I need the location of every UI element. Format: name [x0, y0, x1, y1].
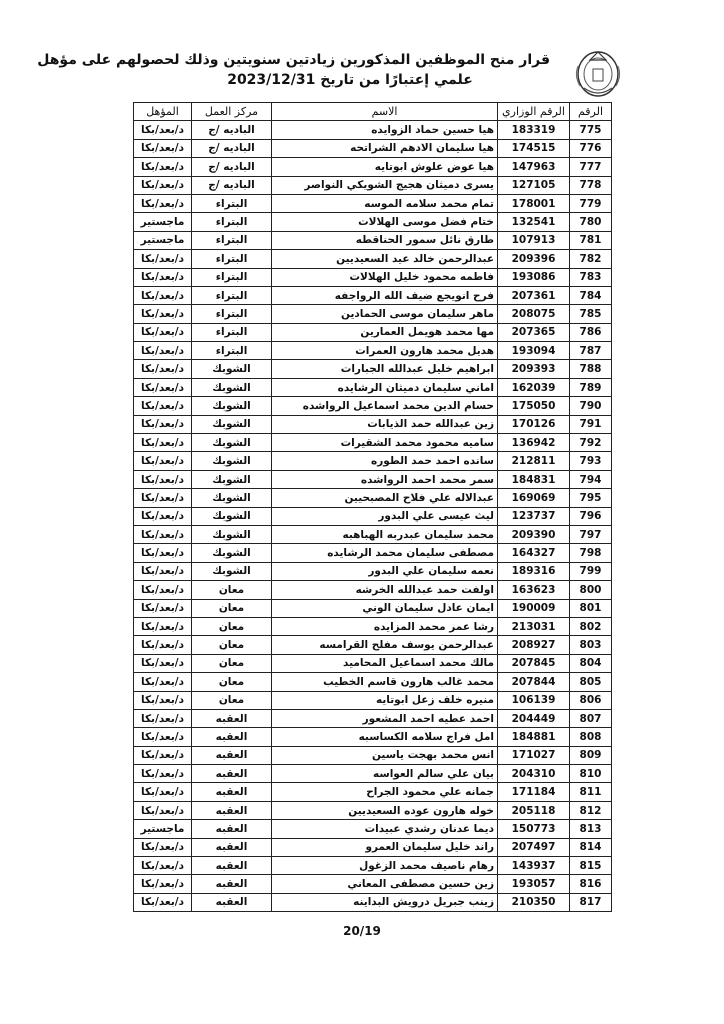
- row-number: 789: [570, 378, 612, 396]
- qualification: د/بعد/بكا: [134, 323, 192, 341]
- qualification: د/بعد/بكا: [134, 360, 192, 378]
- row-number: 817: [570, 893, 612, 911]
- table-row: [134, 709, 612, 727]
- table-row: [134, 746, 612, 764]
- row-number: 783: [570, 268, 612, 286]
- decision-effective-date: علمي إعتبارًا من تاريخ 2023/12/31: [227, 72, 473, 88]
- work-center: الشوبك: [192, 470, 272, 488]
- work-center: الشوبك: [192, 507, 272, 525]
- ministerial-id: 193086: [498, 268, 570, 286]
- ministerial-id: 205118: [498, 801, 570, 819]
- qualification: د/بعد/بكا: [134, 415, 192, 433]
- table-row: [134, 728, 612, 746]
- employee-name: عبدالرحمن يوسف مفلح القرامسه: [272, 636, 498, 654]
- work-center: الشوبك: [192, 378, 272, 396]
- qualification: د/بعد/بكا: [134, 305, 192, 323]
- decision-title: قرار منح الموظفين المذكورين زيادتين سنويتين وذلك لحصولهم على مؤهل: [37, 52, 550, 68]
- table-row: [134, 194, 612, 212]
- work-center: العقبه: [192, 893, 272, 911]
- document-header: [37, 50, 550, 90]
- row-number: 788: [570, 360, 612, 378]
- qualification: ماجستير: [134, 820, 192, 838]
- ministerial-id: 208927: [498, 636, 570, 654]
- work-center: الباديه /ج: [192, 121, 272, 139]
- work-center: معان: [192, 691, 272, 709]
- qualification: د/بعد/بكا: [134, 452, 192, 470]
- table-row: [134, 121, 612, 139]
- ministerial-id: 150773: [498, 820, 570, 838]
- employee-name: رشا عمر محمد المزايده: [272, 617, 498, 635]
- qualification: د/بعد/بكا: [134, 250, 192, 268]
- row-number: 816: [570, 875, 612, 893]
- employee-name: هيا سليمان الادهم الشراتحه: [272, 139, 498, 157]
- ministerial-id: 171027: [498, 746, 570, 764]
- table-row: [134, 838, 612, 856]
- table-row: [134, 470, 612, 488]
- ministerial-id: 207365: [498, 323, 570, 341]
- employee-name: خوله هارون عوده السعيديين: [272, 801, 498, 819]
- table-row: [134, 636, 612, 654]
- qualification: ماجستير: [134, 231, 192, 249]
- table-row: [134, 525, 612, 543]
- qualification: د/بعد/بكا: [134, 121, 192, 139]
- work-center: العقبه: [192, 728, 272, 746]
- employee-name: نعمه سليمان علي البدور: [272, 562, 498, 580]
- work-center: البتراء: [192, 213, 272, 231]
- employee-name: فرح انويجع ضيف الله الرواجفه: [272, 286, 498, 304]
- ministerial-id: 209396: [498, 250, 570, 268]
- table-row: [134, 544, 612, 562]
- ministerial-id: 123737: [498, 507, 570, 525]
- employee-name: مالك محمد اسماعيل المحاميد: [272, 654, 498, 672]
- qualification: د/بعد/بكا: [134, 893, 192, 911]
- header-work-center: مركز العمل: [192, 103, 272, 121]
- ministerial-id: 107913: [498, 231, 570, 249]
- ministerial-id: 132541: [498, 213, 570, 231]
- ministerial-id: 127105: [498, 176, 570, 194]
- work-center: العقبه: [192, 838, 272, 856]
- employee-name: حسام الدين محمد اسماعيل الرواشده: [272, 397, 498, 415]
- row-number: 811: [570, 783, 612, 801]
- work-center: العقبه: [192, 857, 272, 875]
- qualification: د/بعد/بكا: [134, 728, 192, 746]
- table-row: [134, 397, 612, 415]
- row-number: 778: [570, 176, 612, 194]
- table-row: [134, 691, 612, 709]
- qualification: د/بعد/بكا: [134, 342, 192, 360]
- row-number: 782: [570, 250, 612, 268]
- work-center: الشوبك: [192, 415, 272, 433]
- ministerial-id: 212811: [498, 452, 570, 470]
- ministerial-id: 210350: [498, 893, 570, 911]
- row-number: 814: [570, 838, 612, 856]
- work-center: البتراء: [192, 342, 272, 360]
- row-number: 791: [570, 415, 612, 433]
- page-number: 20/19: [343, 924, 381, 938]
- work-center: معان: [192, 673, 272, 691]
- table-row: [134, 378, 612, 396]
- ministerial-id: 209390: [498, 525, 570, 543]
- row-number: 809: [570, 746, 612, 764]
- work-center: البتراء: [192, 268, 272, 286]
- table-row: [134, 139, 612, 157]
- row-number: 793: [570, 452, 612, 470]
- table-row: [134, 434, 612, 452]
- qualification: د/بعد/بكا: [134, 875, 192, 893]
- ministerial-id: 164327: [498, 544, 570, 562]
- qualification: د/بعد/بكا: [134, 636, 192, 654]
- qualification: د/بعد/بكا: [134, 765, 192, 783]
- employee-name: ساميه محمود محمد الشقيرات: [272, 434, 498, 452]
- qualification: ماجستير: [134, 213, 192, 231]
- table-row: [134, 231, 612, 249]
- qualification: د/بعد/بكا: [134, 470, 192, 488]
- ministerial-id: 207844: [498, 673, 570, 691]
- row-number: 808: [570, 728, 612, 746]
- qualification: د/بعد/بكا: [134, 838, 192, 856]
- ministerial-id: 213031: [498, 617, 570, 635]
- coat-of-arms-logo: [568, 44, 628, 100]
- table-row: [134, 857, 612, 875]
- employee-name: احمد عطيه احمد المشعور: [272, 709, 498, 727]
- header-number: الرقم: [570, 103, 612, 121]
- qualification: د/بعد/بكا: [134, 378, 192, 396]
- header-qualification: المؤهل: [134, 103, 192, 121]
- table-row: [134, 489, 612, 507]
- ministerial-id: 162039: [498, 378, 570, 396]
- ministerial-id: 175050: [498, 397, 570, 415]
- qualification: د/بعد/بكا: [134, 654, 192, 672]
- employee-name: عبدالرحمن خالد عيد السعيديين: [272, 250, 498, 268]
- jordan-coat-of-arms-icon: [568, 44, 628, 100]
- work-center: معان: [192, 654, 272, 672]
- employee-name: اماني سليمان دميثان الرشايده: [272, 378, 498, 396]
- employee-name: انس محمد بهجت ياسين: [272, 746, 498, 764]
- row-number: 796: [570, 507, 612, 525]
- work-center: الباديه /ج: [192, 158, 272, 176]
- qualification: د/بعد/بكا: [134, 489, 192, 507]
- qualification: د/بعد/بكا: [134, 194, 192, 212]
- employee-name: ابراهيم خليل عبدالله الجبارات: [272, 360, 498, 378]
- header-name: الاسم: [272, 103, 498, 121]
- work-center: الشوبك: [192, 489, 272, 507]
- employee-name: اولفت حمد عبدالله الخرشه: [272, 581, 498, 599]
- qualification: د/بعد/بكا: [134, 709, 192, 727]
- ministerial-id: 106139: [498, 691, 570, 709]
- work-center: العقبه: [192, 801, 272, 819]
- qualification: د/بعد/بكا: [134, 581, 192, 599]
- row-number: 812: [570, 801, 612, 819]
- qualification: د/بعد/بكا: [134, 268, 192, 286]
- qualification: د/بعد/بكا: [134, 176, 192, 194]
- employee-name: ماهر سليمان موسى الحمادين: [272, 305, 498, 323]
- qualification: د/بعد/بكا: [134, 286, 192, 304]
- ministerial-id: 183319: [498, 121, 570, 139]
- work-center: الشوبك: [192, 360, 272, 378]
- qualification: د/بعد/بكا: [134, 783, 192, 801]
- ministerial-id: 193057: [498, 875, 570, 893]
- table-row: [134, 305, 612, 323]
- employees-table: [133, 102, 612, 912]
- work-center: معان: [192, 581, 272, 599]
- table-row: [134, 765, 612, 783]
- ministerial-id: 147963: [498, 158, 570, 176]
- work-center: العقبه: [192, 875, 272, 893]
- employee-name: بيان علي سالم العواسه: [272, 765, 498, 783]
- ministerial-id: 209393: [498, 360, 570, 378]
- table-row: [134, 286, 612, 304]
- row-number: 801: [570, 599, 612, 617]
- qualification: د/بعد/بكا: [134, 139, 192, 157]
- table-row: [134, 820, 612, 838]
- table-row: [134, 801, 612, 819]
- work-center: البتراء: [192, 231, 272, 249]
- table-row: [134, 176, 612, 194]
- employee-name: ختام فضل موسى الهلالات: [272, 213, 498, 231]
- employee-name: ايمان عادل سليمان الوني: [272, 599, 498, 617]
- work-center: الباديه /ج: [192, 139, 272, 157]
- ministerial-id: 170126: [498, 415, 570, 433]
- table-row: [134, 673, 612, 691]
- ministerial-id: 184831: [498, 470, 570, 488]
- employee-name: يسرى دميثان هجيج الشويكي النواصر: [272, 176, 498, 194]
- employee-name: فاطمه محمود خليل الهلالات: [272, 268, 498, 286]
- work-center: البتراء: [192, 323, 272, 341]
- row-number: 784: [570, 286, 612, 304]
- table-row: [134, 875, 612, 893]
- work-center: البتراء: [192, 286, 272, 304]
- employee-name: مصطفى سليمان محمد الرشايده: [272, 544, 498, 562]
- work-center: البتراء: [192, 194, 272, 212]
- qualification: د/بعد/بكا: [134, 617, 192, 635]
- employee-name: عبدالاله علي فلاح المصبحيين: [272, 489, 498, 507]
- ministerial-id: 207845: [498, 654, 570, 672]
- employee-name: منيره خلف زعل ابوتايه: [272, 691, 498, 709]
- employee-name: سمر محمد احمد الرواشده: [272, 470, 498, 488]
- row-number: 803: [570, 636, 612, 654]
- work-center: الباديه /ج: [192, 176, 272, 194]
- table-row: [134, 581, 612, 599]
- ministerial-id: 169069: [498, 489, 570, 507]
- qualification: د/بعد/بكا: [134, 544, 192, 562]
- table-row: [134, 617, 612, 635]
- employee-name: زين حسين مصطفى المعاني: [272, 875, 498, 893]
- employee-name: زين عبدالله حمد الذيابات: [272, 415, 498, 433]
- table-row: [134, 250, 612, 268]
- row-number: 813: [570, 820, 612, 838]
- work-center: العقبه: [192, 783, 272, 801]
- table-row: [134, 415, 612, 433]
- table-row: [134, 213, 612, 231]
- work-center: الشوبك: [192, 397, 272, 415]
- work-center: الشوبك: [192, 452, 272, 470]
- table-row: [134, 654, 612, 672]
- row-number: 786: [570, 323, 612, 341]
- table-header-row: [134, 103, 612, 121]
- employee-name: هديل محمد هارون العمرات: [272, 342, 498, 360]
- employee-name: هيا عوض علوش ابوتايه: [272, 158, 498, 176]
- employee-name: راند خليل سليمان العمرو: [272, 838, 498, 856]
- row-number: 781: [570, 231, 612, 249]
- ministerial-id: 207361: [498, 286, 570, 304]
- ministerial-id: 174515: [498, 139, 570, 157]
- row-number: 802: [570, 617, 612, 635]
- ministerial-id: 207497: [498, 838, 570, 856]
- row-number: 785: [570, 305, 612, 323]
- employee-name: تمام محمد سلامه الموسه: [272, 194, 498, 212]
- row-number: 792: [570, 434, 612, 452]
- employee-name: محمد سليمان عبدربه الهباهبه: [272, 525, 498, 543]
- table-row: [134, 360, 612, 378]
- table-row: [134, 507, 612, 525]
- qualification: د/بعد/بكا: [134, 599, 192, 617]
- employee-name: زينب جبريل درويش البداينه: [272, 893, 498, 911]
- qualification: د/بعد/بكا: [134, 434, 192, 452]
- work-center: معان: [192, 599, 272, 617]
- employee-name: رهام ناصيف محمد الزغول: [272, 857, 498, 875]
- row-number: 798: [570, 544, 612, 562]
- ministerial-id: 193094: [498, 342, 570, 360]
- row-number: 775: [570, 121, 612, 139]
- work-center: البتراء: [192, 305, 272, 323]
- ministerial-id: 184881: [498, 728, 570, 746]
- ministerial-id: 190009: [498, 599, 570, 617]
- ministerial-id: 204310: [498, 765, 570, 783]
- row-number: 804: [570, 654, 612, 672]
- ministerial-id: 163623: [498, 581, 570, 599]
- table-row: [134, 342, 612, 360]
- employee-name: هيا حسين حماد الزوايده: [272, 121, 498, 139]
- table-row: [134, 783, 612, 801]
- qualification: د/بعد/بكا: [134, 691, 192, 709]
- ministerial-id: 204449: [498, 709, 570, 727]
- row-number: 797: [570, 525, 612, 543]
- ministerial-id: 136942: [498, 434, 570, 452]
- table-row: [134, 323, 612, 341]
- work-center: العقبه: [192, 746, 272, 764]
- ministerial-id: 178001: [498, 194, 570, 212]
- work-center: معان: [192, 617, 272, 635]
- qualification: د/بعد/بكا: [134, 857, 192, 875]
- ministerial-id: 189316: [498, 562, 570, 580]
- row-number: 795: [570, 489, 612, 507]
- qualification: د/بعد/بكا: [134, 397, 192, 415]
- table-row: [134, 562, 612, 580]
- work-center: العقبه: [192, 820, 272, 838]
- table-row: [134, 158, 612, 176]
- table-row: [134, 599, 612, 617]
- row-number: 815: [570, 857, 612, 875]
- table-row: [134, 893, 612, 911]
- ministerial-id: 208075: [498, 305, 570, 323]
- qualification: د/بعد/بكا: [134, 562, 192, 580]
- employee-name: ليث عيسى علي البدور: [272, 507, 498, 525]
- row-number: 780: [570, 213, 612, 231]
- employee-name: سانده احمد حمد الطوره: [272, 452, 498, 470]
- employee-name: محمد غالب هارون قاسم الخطيب: [272, 673, 498, 691]
- row-number: 805: [570, 673, 612, 691]
- table-row: [134, 452, 612, 470]
- row-number: 794: [570, 470, 612, 488]
- qualification: د/بعد/بكا: [134, 746, 192, 764]
- row-number: 807: [570, 709, 612, 727]
- work-center: الشوبك: [192, 562, 272, 580]
- qualification: د/بعد/بكا: [134, 158, 192, 176]
- table-row: [134, 268, 612, 286]
- qualification: د/بعد/بكا: [134, 525, 192, 543]
- row-number: 806: [570, 691, 612, 709]
- qualification: د/بعد/بكا: [134, 673, 192, 691]
- work-center: معان: [192, 636, 272, 654]
- row-number: 800: [570, 581, 612, 599]
- employee-name: امل فراج سلامه الكساسبه: [272, 728, 498, 746]
- qualification: د/بعد/بكا: [134, 801, 192, 819]
- work-center: البتراء: [192, 250, 272, 268]
- work-center: العقبه: [192, 765, 272, 783]
- ministerial-id: 143937: [498, 857, 570, 875]
- ministerial-id: 171184: [498, 783, 570, 801]
- work-center: الشوبك: [192, 434, 272, 452]
- row-number: 779: [570, 194, 612, 212]
- row-number: 790: [570, 397, 612, 415]
- row-number: 787: [570, 342, 612, 360]
- row-number: 776: [570, 139, 612, 157]
- work-center: العقبه: [192, 709, 272, 727]
- employee-name: جمانه علي محمود الجراح: [272, 783, 498, 801]
- employee-name: طارق نائل سمور الحناقطه: [272, 231, 498, 249]
- work-center: الشوبك: [192, 544, 272, 562]
- work-center: الشوبك: [192, 525, 272, 543]
- qualification: د/بعد/بكا: [134, 507, 192, 525]
- row-number: 777: [570, 158, 612, 176]
- header-ministerial-id: الرقم الوزاري: [498, 103, 570, 121]
- employee-name: مها محمد هويمل العمارين: [272, 323, 498, 341]
- row-number: 799: [570, 562, 612, 580]
- employee-name: ديما عدنان رشدي عبيدات: [272, 820, 498, 838]
- row-number: 810: [570, 765, 612, 783]
